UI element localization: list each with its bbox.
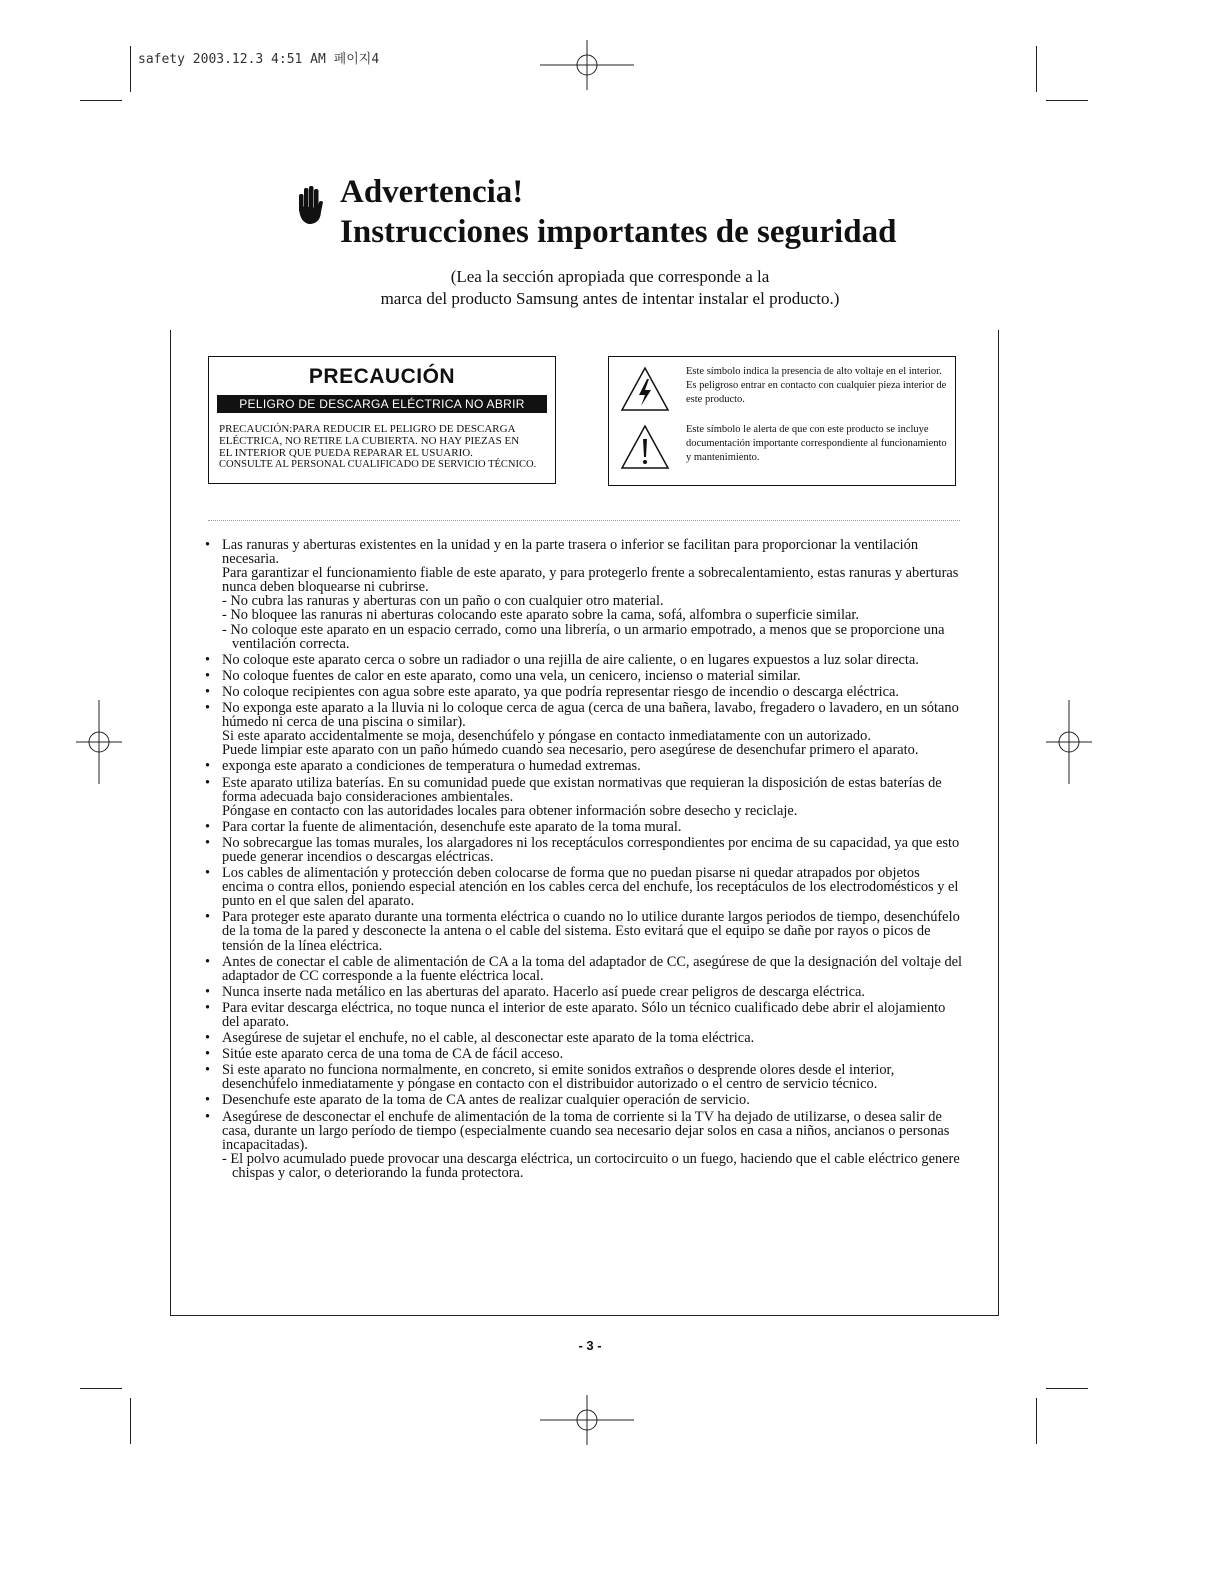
list-item-text: Los cables de alimentación y protección deben colocarse de forma que no puedan pisarse ni quedar atrapados por objetos encima o contra ellos, poniendo especial atención en los cables cerca del enchufe, los receptáculos de los electrodomésticos y el punto en el que salen del aparato.: [222, 865, 959, 910]
list-subitem-text: - No bloquee las ranuras ni aberturas colocando este aparato sobre la cama, sofá, alfombra o superficie similar.: [222, 607, 859, 624]
list-item: [203, 1110, 963, 1180]
title-line-2: Instrucciones importantes de seguridad: [340, 214, 897, 250]
intro-text: [200, 266, 1020, 310]
list-item-text: Para proteger este aparato durante una tormenta eléctrica o cuando no lo utilice durante largos periodos de tiempo, desenchúfelo de la toma de la pared y desconecte la antena o el cable del sistema. Esto evitará que el equipo se dañe por rayos o picos de tensión de la línea eléctrica.: [222, 909, 960, 954]
list-item: [203, 910, 963, 952]
bullet-icon: •: [205, 983, 211, 1000]
list-item: [203, 955, 963, 983]
list-item-text: Desenchufe este aparato de la toma de CA antes de realizar cualquier operación de servicio.: [222, 1092, 750, 1109]
list-subitem-text: - No coloque este aparato en un espacio cerrado, como una librería, o un armario empotrado, a menos que se proporcione una ventilación correcta.: [222, 621, 945, 652]
list-item-text: Para cortar la fuente de alimentación, desenchufe este aparato de la toma mural.: [222, 818, 682, 835]
list-item-text: exponga este aparato a condiciones de temperatura o humedad extremas.: [222, 758, 641, 775]
list-item-text: Puede limpiar este aparato con un paño húmedo cuando sea necesario, pero asegúrese de desenchufar primero el aparato.: [222, 742, 919, 759]
bullet-icon: •: [205, 1062, 211, 1079]
bullet-icon: •: [205, 700, 211, 717]
exclamation-symbol-text: Este símbolo le alerta de que con este producto se incluye documentación importante correspondiente al funcionamiento y mantenimiento.: [686, 424, 947, 463]
bullet-icon: •: [205, 1046, 211, 1063]
crop-mark: [130, 46, 131, 92]
bullet-icon: •: [205, 683, 211, 700]
list-item: [203, 759, 963, 773]
voltage-symbol-text: Este símbolo indica la presencia de alto voltaje en el interior. Es peligroso entrar en contacto con cualquier pieza interior de este producto.: [686, 366, 947, 405]
bullet-icon: •: [205, 667, 211, 684]
frame-right: [998, 330, 999, 1316]
crop-mark: [1046, 100, 1088, 101]
frame-bottom: [170, 1315, 999, 1316]
page-number: - 3 -: [578, 1338, 602, 1353]
print-header-meta: safety 2003.12.3 4:51 AM 페이지4: [138, 52, 380, 67]
crop-mark: [130, 1398, 131, 1444]
list-item-text: No sobrecargue las tomas murales, los alargadores ni los receptáculos correspondientes por encima de su capacidad, ya que esto puede generar incendios o descargas eléctricas.: [222, 834, 960, 865]
bullet-icon: •: [205, 1092, 211, 1109]
list-item-text: No exponga este aparato a la lluvia ni lo coloque cerca de agua (cerca de una bañera, lavabo, fregadero o lavadero, en un sótano húmedo ni cerca de una piscina o similar).: [222, 700, 959, 731]
list-item: [203, 1047, 963, 1061]
list-subitem-text: - No cubra las ranuras y aberturas con un paño o con cualquier otro material.: [222, 593, 664, 610]
crop-mark: [80, 1388, 122, 1389]
list-item: [203, 538, 963, 651]
caution-box: [208, 356, 556, 484]
bullet-icon: •: [205, 651, 211, 668]
crop-mark: [1036, 46, 1037, 92]
list-item: [203, 669, 963, 683]
list-item-text: No coloque este aparato cerca o sobre un radiador o una rejilla de aire caliente, o en lugares expuestos a luz solar directa.: [222, 651, 919, 668]
title-line-1: Advertencia!: [340, 174, 524, 210]
caution-title: PRECAUCIÓN: [308, 365, 456, 388]
list-item: [203, 653, 963, 667]
bullet-icon: •: [205, 1030, 211, 1047]
list-item-text: Nunca inserte nada metálico en las aberturas del aparato. Hacerlo así puede crear peligros de descarga eléctrica.: [222, 983, 865, 1000]
list-item-text: Para evitar descarga eléctrica, no toque nunca el interior de este aparato. Sólo un técnico cualificado debe abrir el alojamiento del aparato.: [222, 999, 946, 1030]
list-item-text: Las ranuras y aberturas existentes en la unidad y en la parte trasera o inferior se facilitan para proporcionar la ventilación necesaria.: [222, 537, 919, 568]
bullet-icon: •: [205, 999, 211, 1016]
crop-mark: [1036, 1398, 1037, 1444]
list-item: [203, 1001, 963, 1029]
list-item: [203, 685, 963, 699]
bullet-icon: •: [205, 1108, 211, 1125]
stop-hand-icon: [296, 184, 324, 228]
symbols-box: [608, 356, 956, 486]
bullet-icon: •: [205, 909, 211, 926]
crop-mark: [80, 100, 122, 101]
page-title: [340, 172, 896, 252]
bullet-icon: •: [205, 758, 211, 775]
list-item: [203, 776, 963, 818]
list-item: [203, 836, 963, 864]
intro-line-2: marca del producto Samsung antes de intentar instalar el producto.): [380, 289, 840, 308]
list-subitem-text: - El polvo acumulado puede provocar una descarga eléctrica, un cortocircuito o un fuego, haciendo que el cable eléctrico genere chispas y calor, o deteriorando la funda protectora.: [222, 1150, 960, 1181]
list-item: [203, 1031, 963, 1045]
crop-mark: [1046, 1388, 1088, 1389]
intro-line-1: (Lea la sección apropiada que corresponde a la: [450, 267, 770, 286]
list-item-text: Asegúrese de desconectar el enchufe de alimentación de la toma de corriente si la TV ha dejado de utilizarse, o desea salir de casa, durante un largo período de tiempo (especialmente cuando sea necesario dejar solos en casa a niños, ancianos o personas incapacitadas).: [222, 1108, 950, 1153]
bullet-icon: •: [205, 865, 211, 882]
list-item-text: No coloque recipientes con agua sobre este aparato, ya que podría representar riesgo de incendio o descarga eléctrica.: [222, 683, 899, 700]
caution-line: PRECAUCIÓN:PARA REDUCIR EL PELIGRO DE DESCARGA: [219, 423, 516, 435]
list-item-text: Si este aparato accidentalmente se moja, desenchúfelo y póngase en contacto inmediatamente con un autorizado.: [222, 728, 871, 745]
list-item: [203, 1093, 963, 1107]
bullet-icon: •: [205, 834, 211, 851]
list-item: [203, 701, 963, 757]
registration-mark-left: [76, 700, 122, 784]
list-item: [203, 866, 963, 908]
bullet-icon: •: [205, 537, 211, 553]
list-item-text: Si este aparato no funciona normalmente, en concreto, si emite sonidos extraños o desprende olores desde el interior, desenchúfelo inmediatamente y póngase en contacto con el distribuidor autorizado o el centro de servicio técnico.: [222, 1062, 895, 1093]
list-item: [203, 820, 963, 834]
list-item: [203, 1063, 963, 1091]
exclamation-warning-icon: [619, 423, 671, 471]
list-item-text: Póngase en contacto con las autoridades locales para obtener información sobre desecho y reciclaje.: [222, 802, 798, 819]
caution-line: EL INTERIOR QUE PUEDA REPARAR EL USUARIO.: [219, 447, 473, 459]
caution-line: CONSULTE AL PERSONAL CUALIFICADO DE SERVICIO TÉCNICO.: [219, 459, 537, 470]
caution-banner: PELIGRO DE DESCARGA ELÉCTRICA NO ABRIR: [217, 395, 547, 413]
list-item-text: Este aparato utiliza baterías. En su comunidad puede que existan normativas que requieran la disposición de estas baterías de forma adecuada bajo consideraciones ambientales.: [222, 774, 942, 805]
list-item-text: Asegúrese de sujetar el enchufe, no el cable, al desconectar este aparato de la toma eléctrica.: [222, 1030, 755, 1047]
list-item-text: Sitúe este aparato cerca de una toma de CA de fácil acceso.: [222, 1046, 564, 1063]
list-item: [203, 985, 963, 999]
registration-mark-top: [540, 40, 634, 90]
registration-mark-right: [1046, 700, 1092, 784]
bullet-icon: •: [205, 818, 211, 835]
list-item-text: Para garantizar el funcionamiento fiable de este aparato, y para protegerlo frente a sobrecalentamiento, estas ranuras y aberturas nunca deben bloquearse ni cubrirse.: [222, 565, 959, 596]
list-item-text: Antes de conectar el cable de alimentación de CA a la toma del adaptador de CC, asegúrese de que la designación del voltaje del adaptador de CC corresponde a la fuente eléctrica local.: [222, 953, 963, 984]
safety-instructions-list: [203, 538, 963, 1182]
list-item-text: No coloque fuentes de calor en este aparato, como una vela, un cenicero, incienso o material similar.: [222, 667, 801, 684]
bullet-icon: •: [205, 774, 211, 791]
lightning-warning-icon: [619, 365, 671, 413]
frame-left: [170, 330, 171, 1316]
caution-text: [219, 423, 545, 471]
section-divider: [208, 520, 960, 521]
registration-mark-bottom: [540, 1395, 634, 1445]
caution-line: ELÉCTRICA, NO RETIRE LA CUBIERTA. NO HAY PIEZAS EN: [219, 435, 520, 447]
bullet-icon: •: [205, 953, 211, 970]
